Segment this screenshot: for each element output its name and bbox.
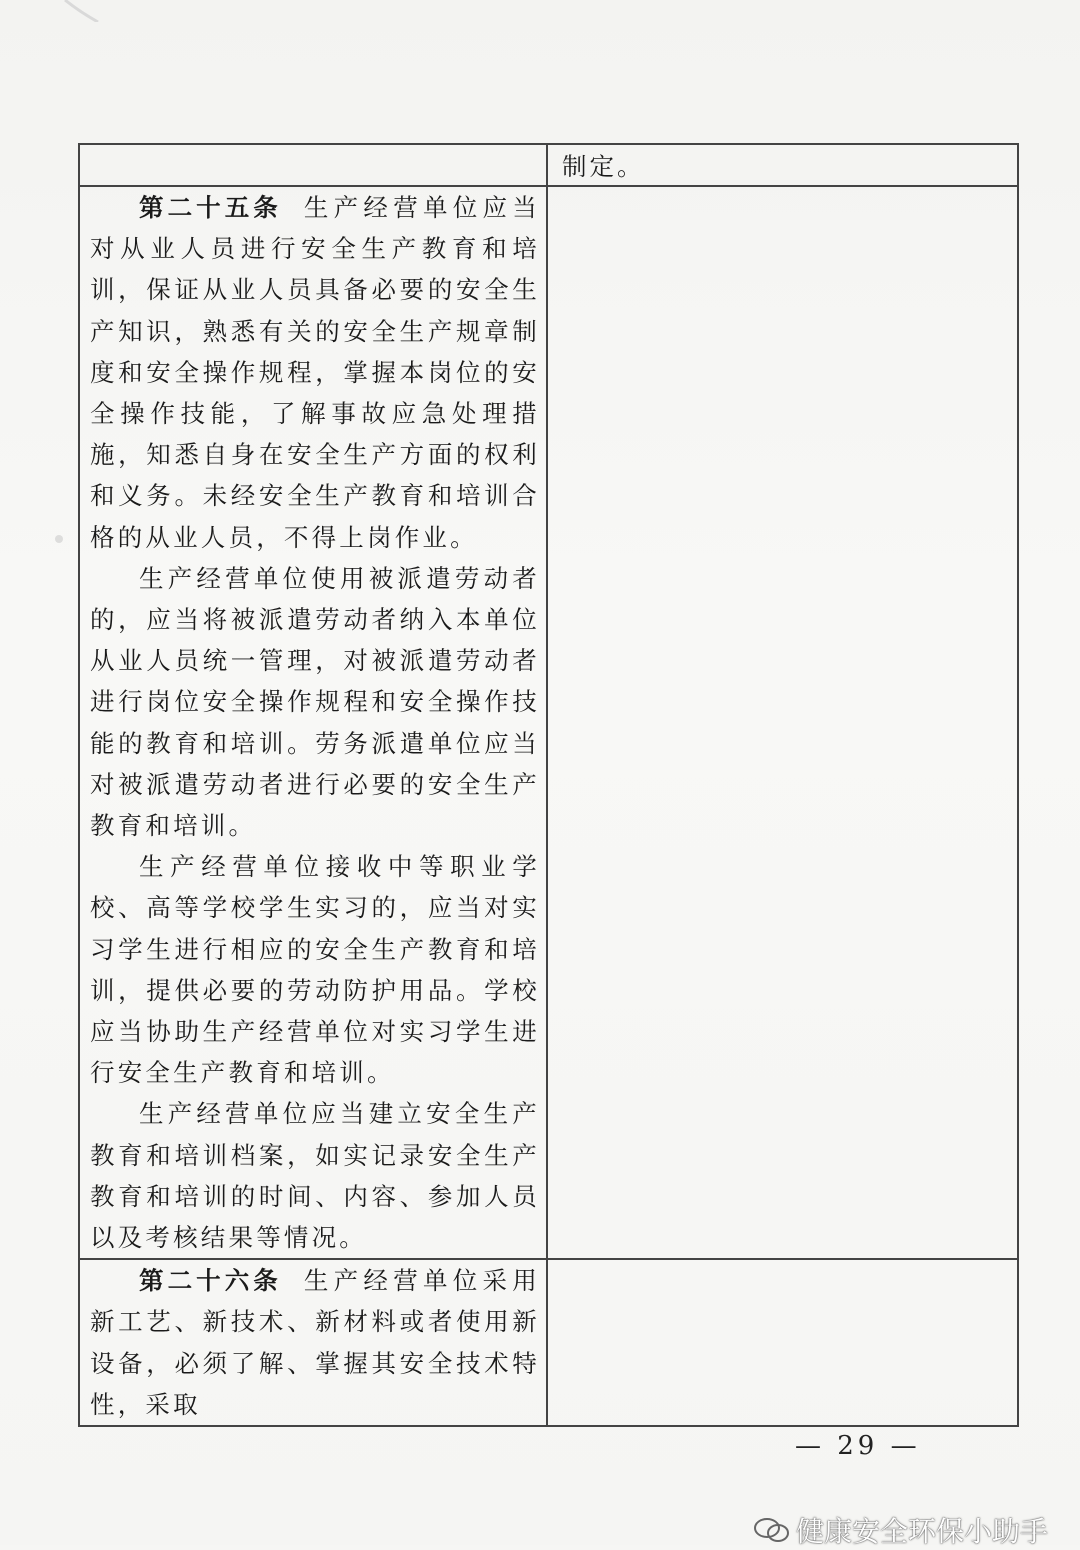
comparison-table: [78, 143, 1019, 1427]
table-cell-right-empty: [547, 1259, 1018, 1426]
cell-text: 制定。: [562, 152, 645, 181]
table-row: [79, 186, 1018, 1259]
watermark-text: 健康安全环保小助手: [796, 1515, 1049, 1548]
article-25-paragraph-2: 生产经营单位使用被派遣劳动者的，应当将被派遣劳动者纳入本单位从业人员统一管理，对被派遣劳动者进行岗位安全操作规程和安全操作技能的教育和培训。劳务派遣单位应当对被派遣劳动者进行必要的安全生产教育和培训。: [90, 563, 540, 841]
article-25-paragraph-4: 生产经营单位应当建立安全生产教育和培训档案，如实记录安全生产教育和培训的时间、内容、参加人员以及考核结果等情况。: [90, 1099, 540, 1253]
article-25-paragraph-3: 生产经营单位接收中等职业学校、高等学校学生实习的，应当对实习学生进行相应的安全生产教育和培训，提供必要的劳动防护用品。学校应当协助生产经营单位对实习学生进行安全生产教育和培训。: [90, 852, 540, 1088]
table-row: [79, 1259, 1018, 1426]
scan-corner-mark: [60, 0, 110, 22]
article-26-body: 生产经营单位采用新工艺、新技术、新材料或者使用新设备，必须了解、掌握其安全技术特性，采取: [90, 1266, 540, 1419]
table-cell-right-empty: [547, 186, 1018, 1259]
watermark: [752, 1510, 1048, 1550]
table-cell-right: [547, 144, 1018, 186]
article-26-paragraph-1: [90, 1260, 540, 1425]
wechat-icon: [752, 1515, 792, 1545]
table-cell-article-26: [79, 1259, 547, 1426]
article-25-paragraph-1: [90, 187, 540, 558]
article-25-heading: 第二十五条: [139, 193, 282, 222]
table-row: [79, 144, 1018, 186]
article-25-body: 生产经营单位应当对从业人员进行安全生产教育和培训，保证从业人员具备必要的安全生产知识，熟悉有关的安全生产规章制度和安全操作规程，掌握本岗位的安全操作技能，了解事故应急处理措施，知悉自身在安全生产方面的权利和义务。未经安全生产教育和培训合格的从业人员，不得上岗作业。: [90, 193, 540, 552]
table-cell-left-empty: [79, 144, 547, 186]
article-26-heading: 第二十六条: [139, 1266, 282, 1296]
table-cell-article-25: [79, 186, 547, 1259]
page-number: — 29 —: [795, 1431, 921, 1461]
scan-smudge: [55, 535, 63, 543]
